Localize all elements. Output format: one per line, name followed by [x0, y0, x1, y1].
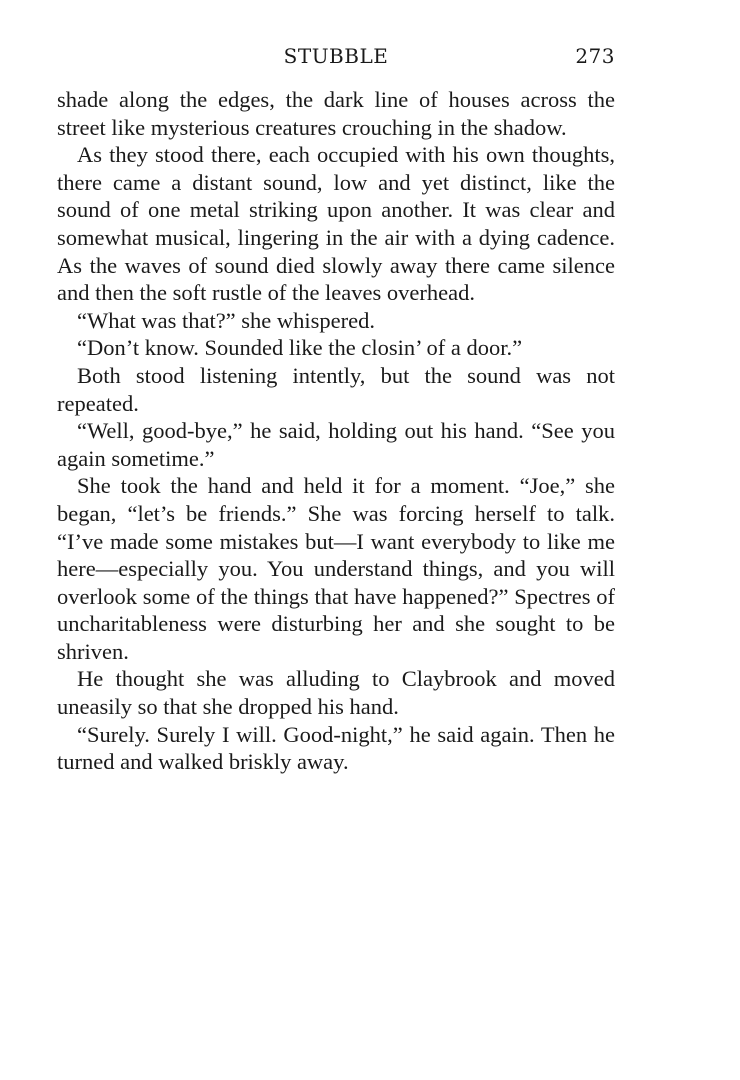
running-title: STUBBLE: [283, 44, 389, 68]
paragraph: She took the hand and held it for a moment. “Joe,” she began, “let’s be friends.” She was forcing herself to talk. “I’ve made some mistakes but—I want everybody to like me here—especially you. You understand things, and you will overlook some of the things that have happened?” Spectres of uncharitableness were disturbing her and she sought to be shriven.: [57, 473, 615, 664]
page-number: 273: [575, 44, 615, 68]
paragraph: “What was that?” she whispered.: [77, 307, 376, 333]
paragraph: He thought she was alluding to Claybrook and moved uneasily so that she dropped his hand.: [57, 666, 615, 720]
paragraph: “Well, good-bye,” he said, holding out his hand. “See you again sometime.”: [57, 418, 615, 471]
paragraph: As they stood there, each occupied with his own thoughts, there came a distant sound, low and yet distinct, like the sound of one metal striking upon another. It was clear and somewhat musical, lingering in the air with a dying cadence. As the waves of sound died slowly away there came silence and then the soft rustle of the leaves overhead.: [57, 142, 615, 306]
paragraph: “Surely. Surely I will. Good-night,” he said again. Then he turned and walked briskly away.: [57, 721, 615, 775]
paragraph: “Don’t know. Sounded like the closin’ of a door.”: [77, 335, 523, 361]
running-head: [57, 40, 615, 76]
paragraph: shade along the edges, the dark line of houses across the street like mysterious creatures crouching in the shadow.: [57, 87, 615, 140]
body-text: [57, 86, 615, 776]
book-page: [57, 40, 615, 776]
paragraph: Both stood listening intently, but the sound was not repeated.: [57, 362, 615, 416]
